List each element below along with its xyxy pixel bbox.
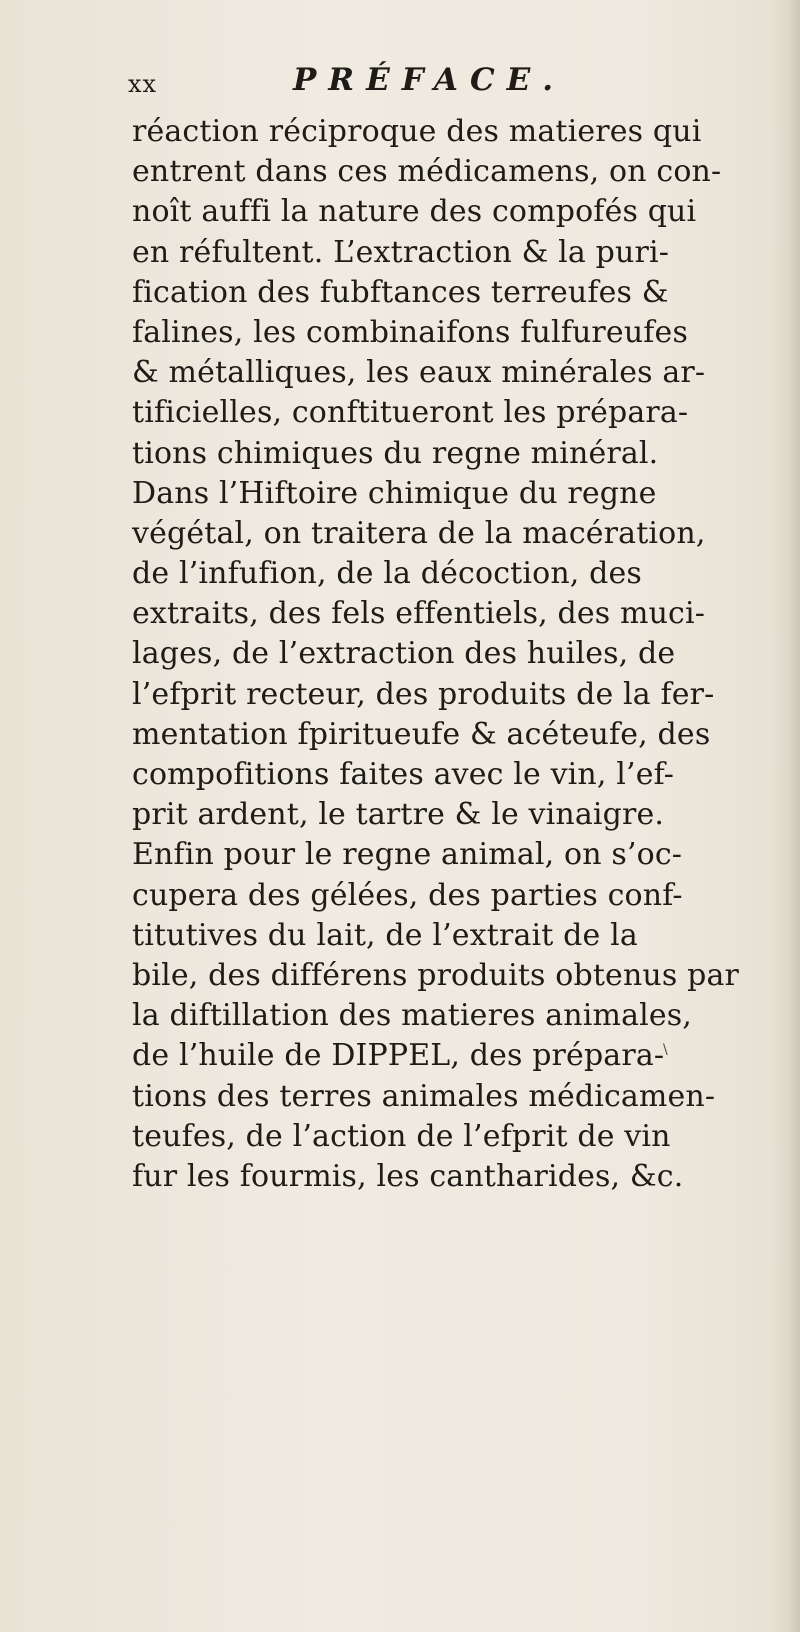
text-line: mentation fpiritueufe & acéteufe, des [132, 716, 711, 752]
text-line: réaction réciproque des matieres qui [132, 114, 702, 149]
text-line: l’efprit recteur, des produits de la fer- [132, 676, 715, 712]
text-line: titutives du lait, de l’extrait de la [132, 917, 638, 953]
text-line: bile, des différens produits obtenus par [132, 957, 740, 993]
text-line: la diftillation des matieres animales, [132, 998, 692, 1034]
text-line: noît auffi la nature des compofés qui [132, 194, 697, 230]
text-line: tions des terres animales médicamen- [132, 1078, 716, 1114]
running-title: PRÉFACE. [293, 62, 566, 98]
text-line: Enfin pour le regne animal, on s’oc- [132, 837, 683, 873]
text-line: teufes, de l’action de l’efprit de vin [132, 1118, 671, 1154]
text-line: fication des fubftances terreufes & [132, 274, 669, 310]
text-line: fur les fourmis, les cantharides, &c. [132, 1158, 684, 1194]
text-line: entrent dans ces médicamens, on con- [132, 154, 722, 190]
text-line: extraits, des fels effentiels, des muci- [132, 596, 706, 632]
text-line: Dans l’Hiftoire chimique du regne [132, 475, 657, 511]
page-edge-shadow [772, 0, 800, 1632]
body-text [132, 112, 772, 1197]
page-header [128, 62, 688, 102]
text-line: végétal, on traitera de la macération, [132, 515, 706, 551]
text-line: de l’infufion, de la décoction, des [132, 556, 642, 592]
text-line: & métalliques, les eaux minérales ar- [132, 355, 706, 391]
text-line: de l’huile de DIPPEL, des prépara- [132, 1038, 665, 1074]
page-number: xx [128, 70, 158, 98]
stray-ink-mark: \ [663, 1042, 668, 1058]
text-line: prit ardent, le tartre & le vinaigre. [132, 797, 665, 833]
text-line: compofitions faites avec le vin, l’ef- [132, 757, 675, 792]
text-line: cupera des gélées, des parties conf- [132, 877, 683, 913]
text-line: falines, les combinaifons fulfureufes [132, 314, 688, 350]
text-line: en réfultent. L’extraction & la puri- [132, 234, 669, 270]
text-line: lages, de l’extraction des huiles, de [132, 636, 676, 672]
text-line: tions chimiques du regne minéral. [132, 435, 659, 471]
text-line: tificielles, conftitueront les prépara- [132, 395, 689, 431]
